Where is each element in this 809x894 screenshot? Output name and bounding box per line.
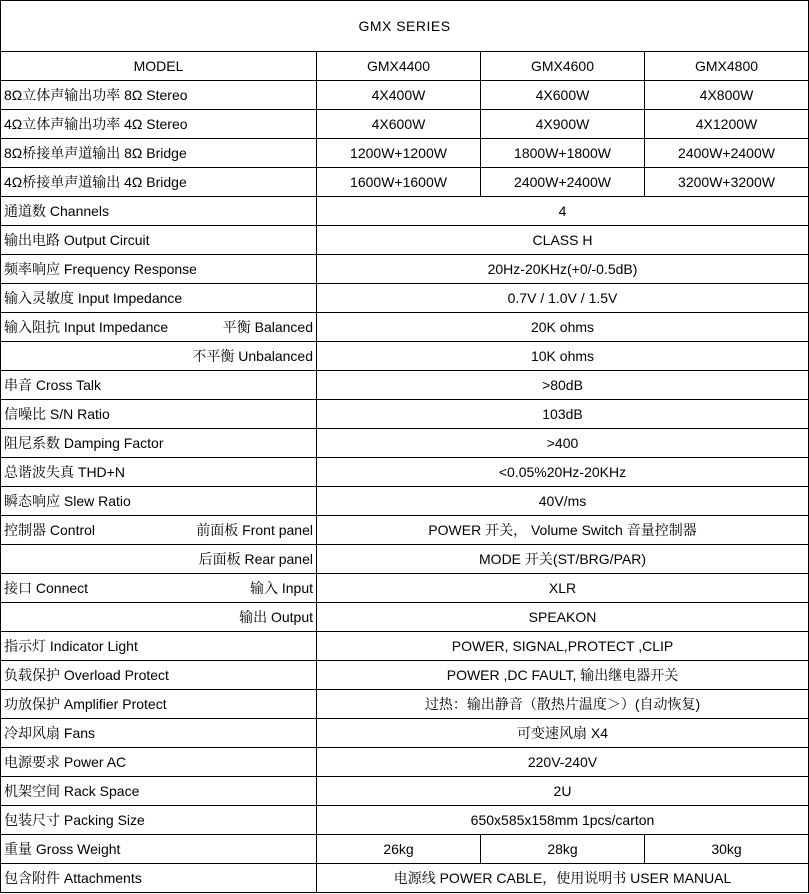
model-name-gmx4800: GMX4800 [645, 52, 809, 81]
row-value: 过热：输出静音（散热片温度＞）(自动恢复) [317, 690, 809, 719]
output-label: 输出 Output [1, 603, 317, 632]
weight-label: 重量 Gross Weight [1, 835, 317, 864]
table-row [1, 545, 809, 574]
row-value: POWER, SIGNAL,PROTECT ,CLIP [317, 632, 809, 661]
table-row [1, 110, 809, 139]
row-label: 总谐波失真 THD+N [1, 458, 317, 487]
table-row [1, 284, 809, 313]
row-value: 20Hz-20KHz(+0/-0.5dB) [317, 255, 809, 284]
row-label: 4Ω立体声输出功率 4Ω Stereo [1, 110, 317, 139]
input-value: XLR [317, 574, 809, 603]
row-value: 3200W+3200W [645, 168, 809, 197]
table-row [1, 168, 809, 197]
row-value: 650x585x158mm 1pcs/carton [317, 806, 809, 835]
front-panel-label: 前面板 Front panel [196, 522, 313, 538]
row-label: 通道数 Channels [1, 197, 317, 226]
row-label: 4Ω桥接单声道输出 4Ω Bridge [1, 168, 317, 197]
model-header-row [1, 52, 809, 81]
table-row [1, 574, 809, 603]
row-label: 瞬态响应 Slew Ratio [1, 487, 317, 516]
table-title: GMX SERIES [1, 1, 809, 52]
row-value: 103dB [317, 400, 809, 429]
title-row [1, 1, 809, 52]
table-row [1, 313, 809, 342]
weight-value: 30kg [645, 835, 809, 864]
weight-value: 26kg [317, 835, 481, 864]
attachments-label: 包含附件 Attachments [1, 864, 317, 893]
front-panel-value: POWER 开关， Volume Switch 音量控制器 [317, 516, 809, 545]
row-label: 信噪比 S/N Ratio [1, 400, 317, 429]
row-value: >400 [317, 429, 809, 458]
row-label: 8Ω立体声输出功率 8Ω Stereo [1, 81, 317, 110]
row-label: 输出电路 Output Circuit [1, 226, 317, 255]
row-value: 4X900W [481, 110, 645, 139]
row-label: 阻尼系数 Damping Factor [1, 429, 317, 458]
rear-panel-value: MODE 开关(ST/BRG/PAR) [317, 545, 809, 574]
row-value: 4X400W [317, 81, 481, 110]
row-value: 0.7V / 1.0V / 1.5V [317, 284, 809, 313]
row-value: 4X600W [481, 81, 645, 110]
unbalanced-value: 10K ohms [317, 342, 809, 371]
row-value: POWER ,DC FAULT, 输出继电器开关 [317, 661, 809, 690]
row-value: 2400W+2400W [481, 168, 645, 197]
output-value: SPEAKON [317, 603, 809, 632]
row-value: <0.05%20Hz-20KHz [317, 458, 809, 487]
row-value: 可变速风扇 X4 [317, 719, 809, 748]
impedance-label: 输入阻抗 Input Impedance [4, 319, 169, 335]
balanced-label: 平衡 Balanced [222, 319, 313, 335]
table-row [1, 806, 809, 835]
table-row [1, 661, 809, 690]
table-row [1, 81, 809, 110]
rear-panel-label: 后面板 Rear panel [1, 545, 317, 574]
table-row [1, 719, 809, 748]
table-row [1, 777, 809, 806]
connect-label-cell [1, 574, 317, 603]
weight-value: 28kg [481, 835, 645, 864]
input-label: 输入 Input [249, 580, 313, 596]
model-name-gmx4400: GMX4400 [317, 52, 481, 81]
table-row [1, 603, 809, 632]
table-row [1, 400, 809, 429]
table-row [1, 197, 809, 226]
table-row [1, 139, 809, 168]
table-row [1, 690, 809, 719]
row-value: 4X1200W [645, 110, 809, 139]
control-label: 控制器 Control [4, 522, 96, 538]
row-label: 8Ω桥接单声道输出 8Ω Bridge [1, 139, 317, 168]
row-label: 功放保护 Amplifier Protect [1, 690, 317, 719]
row-value: 2U [317, 777, 809, 806]
row-value: 1600W+1600W [317, 168, 481, 197]
row-value: 1200W+1200W [317, 139, 481, 168]
table-row [1, 371, 809, 400]
table-row [1, 632, 809, 661]
table-row [1, 748, 809, 777]
row-label: 频率响应 Frequency Response [1, 255, 317, 284]
row-value: 1800W+1800W [481, 139, 645, 168]
row-label: 输入灵敏度 Input Impedance [1, 284, 317, 313]
table-row [1, 835, 809, 864]
control-label-cell [1, 516, 317, 545]
row-value: CLASS H [317, 226, 809, 255]
row-label: 负载保护 Overload Protect [1, 661, 317, 690]
row-label: 包装尺寸 Packing Size [1, 806, 317, 835]
row-label: 电源要求 Power AC [1, 748, 317, 777]
table-row [1, 429, 809, 458]
table-row [1, 487, 809, 516]
unbalanced-label: 不平衡 Unbalanced [1, 342, 317, 371]
impedance-label-cell [1, 313, 317, 342]
row-label: 指示灯 Indicator Light [1, 632, 317, 661]
model-name-gmx4600: GMX4600 [481, 52, 645, 81]
row-label: 冷却风扇 Fans [1, 719, 317, 748]
table-row [1, 226, 809, 255]
table-row [1, 516, 809, 545]
model-header-label: MODEL [1, 52, 317, 81]
connect-label: 接口 Connect [4, 580, 89, 596]
attachments-value: 电源线 POWER CABLE，使用说明书 USER MANUAL [317, 864, 809, 893]
row-value: 4X800W [645, 81, 809, 110]
table-row [1, 458, 809, 487]
row-value: 4X600W [317, 110, 481, 139]
table-row [1, 255, 809, 284]
table-row [1, 342, 809, 371]
row-value: 4 [317, 197, 809, 226]
row-value: 40V/ms [317, 487, 809, 516]
row-label: 机架空间 Rack Space [1, 777, 317, 806]
row-value: 2400W+2400W [645, 139, 809, 168]
row-label: 串音 Cross Talk [1, 371, 317, 400]
row-value: >80dB [317, 371, 809, 400]
balanced-value: 20K ohms [317, 313, 809, 342]
table-row [1, 864, 809, 893]
row-value: 220V-240V [317, 748, 809, 777]
